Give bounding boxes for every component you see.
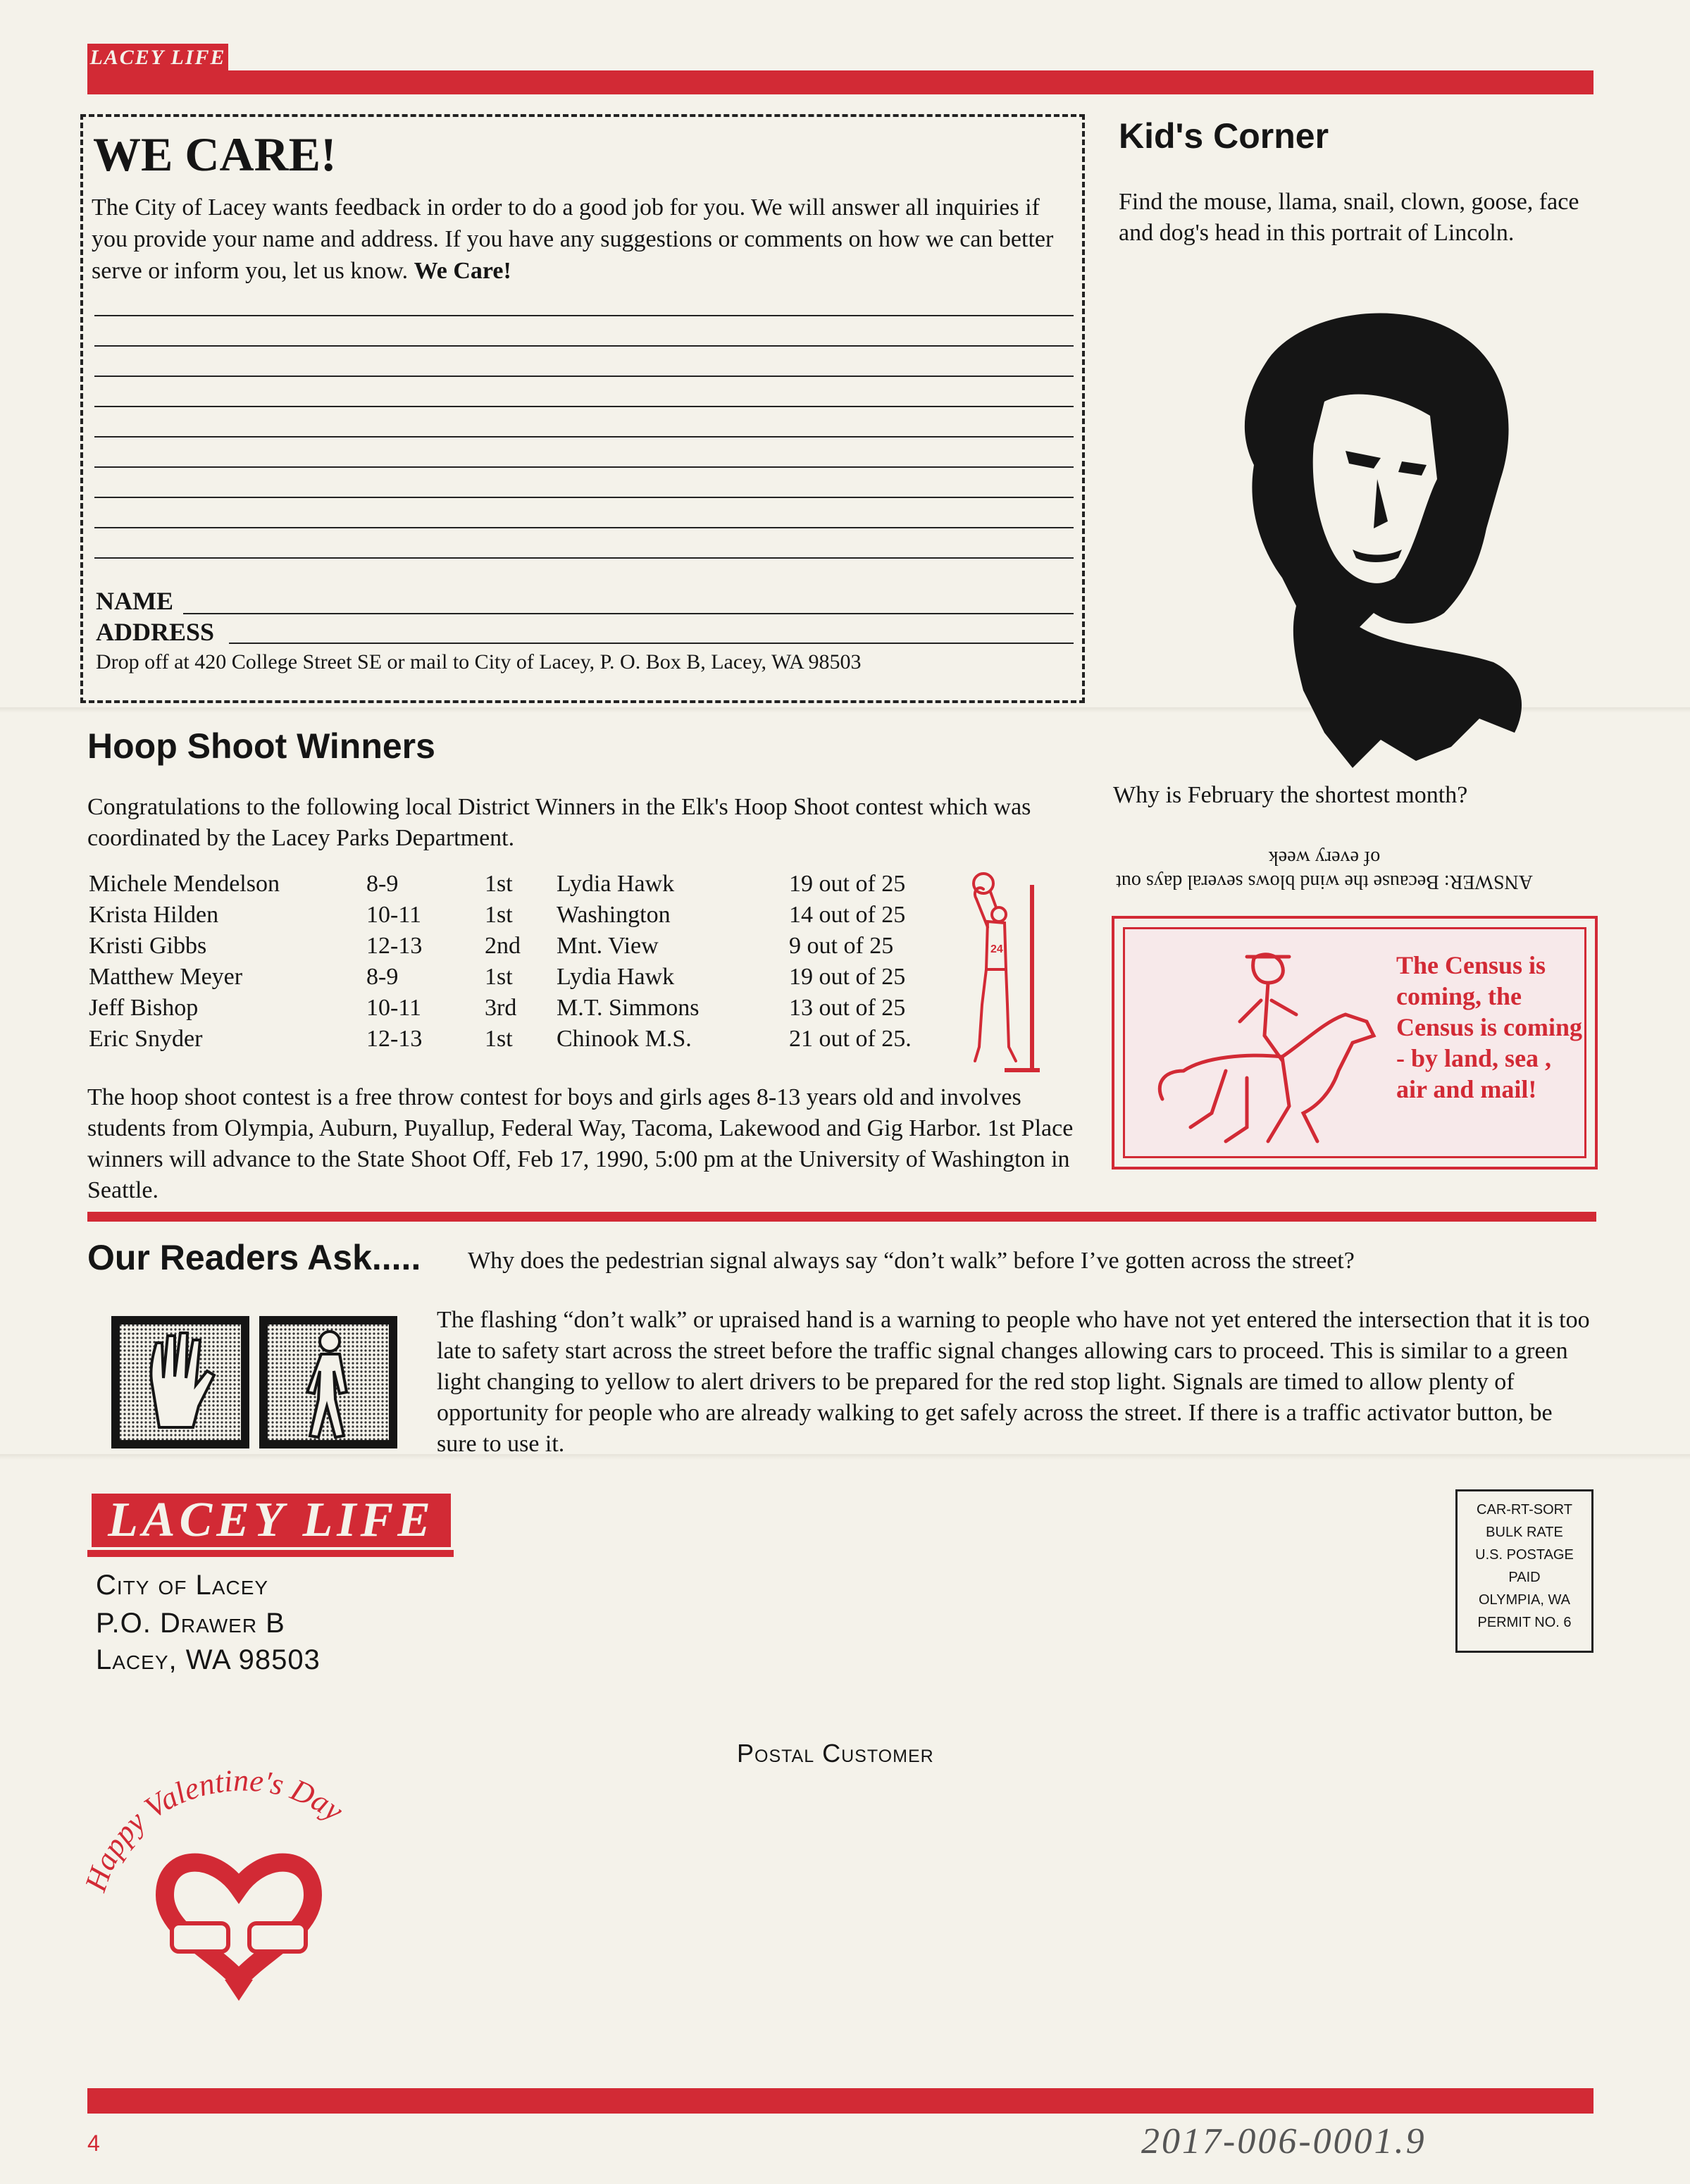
permit-line: PERMIT NO. 6 [1477, 1615, 1572, 1630]
winner-score: 19 out of 25 [789, 871, 906, 897]
name-field[interactable] [183, 613, 1074, 614]
write-line[interactable] [94, 406, 1074, 407]
winner-age: 10-11 [366, 902, 422, 928]
readers-ask-question: Why does the pedestrian signal always say “don’t walk” before I’ve gotten across the street? [468, 1248, 1355, 1274]
winner-place: 1st [485, 902, 513, 928]
write-line[interactable] [94, 315, 1074, 316]
winner-school: Mnt. View [557, 933, 659, 959]
write-line[interactable] [94, 466, 1074, 468]
write-line[interactable] [94, 376, 1074, 377]
we-care-title: WE CARE! [93, 128, 337, 181]
write-line[interactable] [94, 345, 1074, 347]
winner-school: Lydia Hawk [557, 964, 675, 990]
winner-score: 19 out of 25 [789, 964, 906, 990]
winner-name: Kristi Gibbs [89, 933, 207, 959]
return-address-line: P.O. Drawer B [96, 1608, 285, 1639]
we-care-body [92, 192, 1064, 287]
winner-school: Lydia Hawk [557, 871, 675, 897]
winner-score: 14 out of 25 [789, 902, 906, 928]
winner-school: M.T. Simmons [557, 995, 700, 1021]
hoop-shoot-title: Hoop Shoot Winners [87, 726, 435, 766]
permit-line: PAID [1508, 1570, 1541, 1585]
lacey-life-logo: LACEY LIFE [92, 1494, 451, 1547]
winner-school: Washington [557, 902, 671, 928]
hoop-shoot-intro: Congratulations to the following local District Winners in the Elk's Hoop Shoot contest which was coordinated by the Lacey Parks Department. [87, 794, 1031, 851]
write-line[interactable] [94, 557, 1074, 559]
winner-score: 13 out of 25 [789, 995, 906, 1021]
permit-line: OLYMPIA, WA [1478, 1592, 1571, 1608]
header-logo: LACEY LIFE [87, 44, 228, 72]
permit-line: U.S. POSTAGE [1475, 1547, 1574, 1563]
winner-place: 1st [485, 1026, 513, 1052]
winner-name: Michele Mendelson [89, 871, 280, 897]
write-line[interactable] [94, 436, 1074, 438]
address-label: ADDRESS [96, 618, 215, 646]
winner-age: 8-9 [366, 964, 399, 990]
census-message: The Census is coming, the Census is coming - by land, sea , air and mail! [1396, 951, 1583, 1103]
winner-place: 2nd [485, 933, 521, 959]
basketball-player-icon [962, 871, 1040, 1075]
postage-permit-box [1455, 1489, 1593, 1653]
jersey-number: 24 [990, 943, 1003, 955]
write-line[interactable] [94, 497, 1074, 498]
write-line[interactable] [94, 527, 1074, 528]
permit-line: CAR-RT-SORT [1477, 1502, 1572, 1518]
catalog-number: 2017-006-0001.9 [1141, 2121, 1427, 2161]
return-address-line: City of Lacey [96, 1570, 269, 1601]
page-number: 4 [87, 2130, 100, 2156]
winner-age: 12-13 [366, 933, 423, 959]
valentine-text: Happy Valentine's Day [77, 1763, 350, 1896]
pedestrian-signal-icon [110, 1315, 399, 1450]
permit-line: BULK RATE [1486, 1525, 1563, 1540]
section-rule [87, 1212, 1596, 1222]
header-rule [87, 70, 1593, 94]
winner-age: 12-13 [366, 1026, 423, 1052]
winner-score: 21 out of 25. [789, 1026, 912, 1052]
winner-name: Krista Hilden [89, 902, 219, 928]
winner-age: 8-9 [366, 871, 399, 897]
address-field[interactable] [229, 643, 1074, 644]
winner-name: Matthew Meyer [89, 964, 243, 990]
winner-place: 1st [485, 871, 513, 897]
return-address-line: Lacey, WA 98503 [96, 1644, 321, 1675]
winner-score: 9 out of 25 [789, 933, 894, 959]
valentine-heart-icon [73, 1747, 404, 2022]
readers-ask-title: Our Readers Ask..... [87, 1238, 421, 1277]
winner-place: 3rd [485, 995, 517, 1021]
winner-age: 10-11 [366, 995, 422, 1021]
winner-school: Chinook M.S. [557, 1026, 692, 1052]
winner-name: Eric Snyder [89, 1026, 203, 1052]
we-care-text: The City of Lacey wants feedback in order to do a good job for you. We will answer all inquiries if you provide your name and address. If you have any suggestions or comments on how we can better serve or inform you, let us know. [92, 194, 1054, 284]
riddle-question: Why is February the shortest month? [1113, 782, 1468, 808]
riddle-answer-upside-down: ANSWER: Because the wind blows several days out of every week [1116, 847, 1533, 893]
horse-rider-icon [1141, 937, 1381, 1148]
footer-rule [87, 2088, 1593, 2114]
lincoln-portrait-icon [1183, 296, 1550, 775]
we-care-emphasis: We Care! [414, 258, 511, 284]
dropoff-instructions: Drop off at 420 College Street SE or mail to City of Lacey, P. O. Box B, Lacey, WA 98503 [96, 650, 862, 674]
kids-corner-body: Find the mouse, llama, snail, clown, goose, face and dog's head in this portrait of Lincoln. [1119, 189, 1579, 246]
kids-corner-title: Kid's Corner [1119, 116, 1329, 156]
winner-name: Jeff Bishop [89, 995, 199, 1021]
recipient: Postal Customer [737, 1739, 934, 1768]
readers-ask-answer: The flashing “don’t walk” or upraised hand is a warning to people who have not yet entered the intersection that it is too late to safety start across the street before the traffic signal changes allowing cars to proceed. This is similar to a green light changing to yellow to alert drivers to be prepared for the red stop light. Signals are timed to allow plenty of opportunity for people who are already walking to get safely across the street. If there is a traffic activator button, be sure to use it. [437, 1307, 1590, 1457]
winner-place: 1st [485, 964, 513, 990]
logo-underline [87, 1550, 454, 1557]
hoop-shoot-note: The hoop shoot contest is a free throw contest for boys and girls ages 8-13 years old and involves students from Olympia, Auburn, Puyallup, Federal Way, Tacoma, Lakewood and Gig Harbor. 1st Place winners will advance to the State Shoot Off, Feb 17, 1990, 5:00 pm at the University of Washington in Seattle. [87, 1084, 1074, 1203]
name-label: NAME [96, 587, 173, 615]
